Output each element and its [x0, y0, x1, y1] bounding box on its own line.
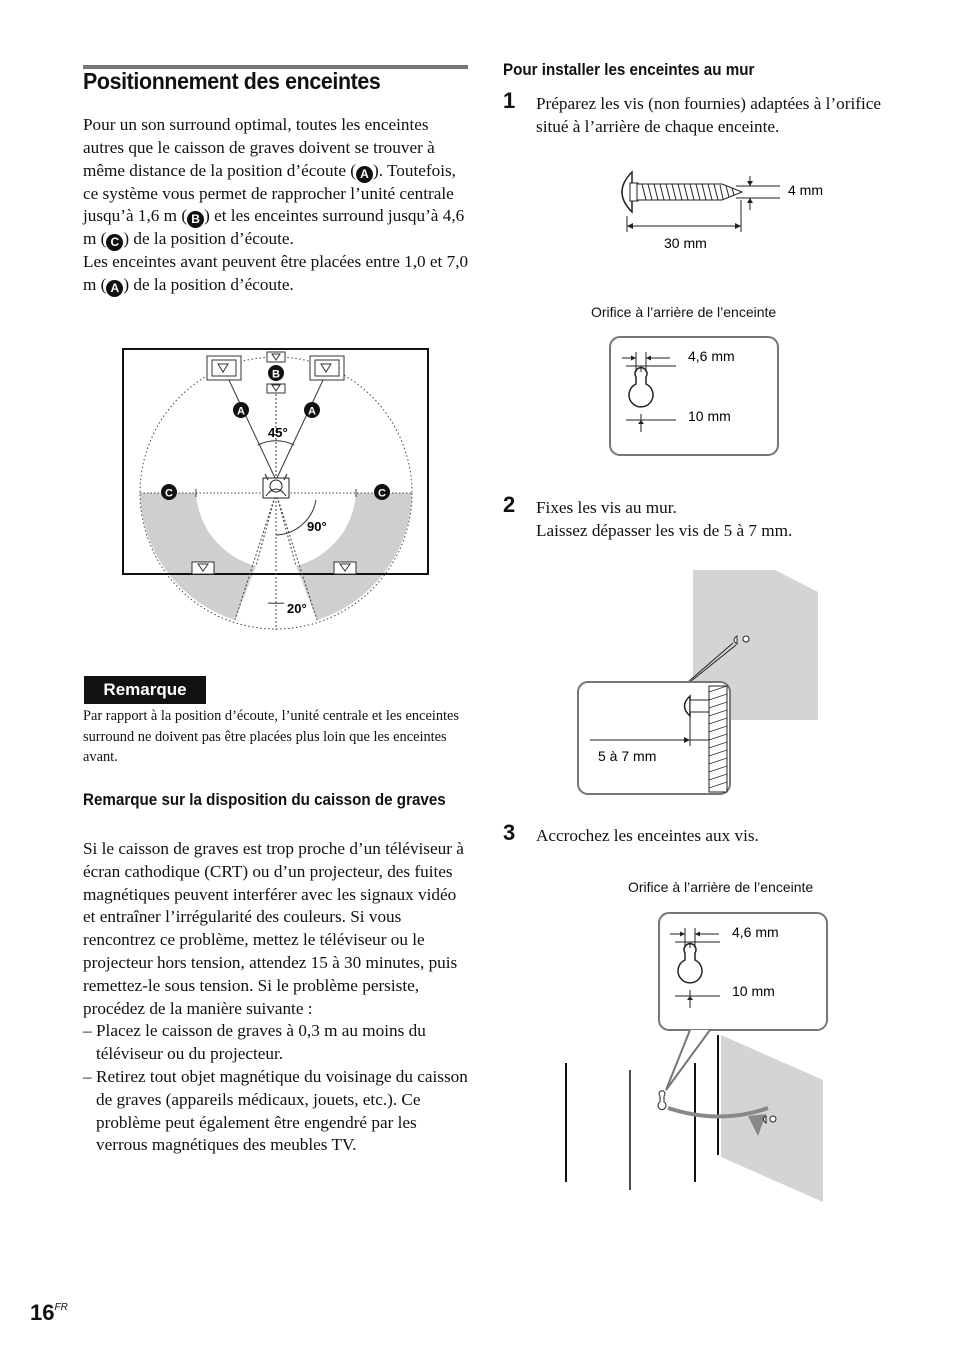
position-badge: C: [106, 234, 123, 251]
page-title: Positionnement des enceintes: [83, 68, 381, 94]
screw-length-label: 30 mm: [664, 235, 707, 251]
step-2-line-1: Fixes les vis au mur.: [536, 498, 677, 517]
surround-right-speaker-icon: [334, 562, 356, 574]
intro-paragraph: [83, 114, 471, 297]
svg-text:B: B: [272, 368, 280, 381]
badge-c-left: [161, 484, 177, 500]
intro-text: [83, 114, 471, 251]
text-run: ) de la position d’écoute.: [123, 275, 294, 295]
badge-a-right: [304, 402, 320, 418]
wall-screw-diagram: [574, 567, 824, 802]
position-badge: B: [187, 211, 204, 228]
page-number-suffix: FR: [54, 1302, 68, 1313]
wall-heading: Pour installer les enceintes au mur: [503, 61, 755, 79]
svg-text:C: C: [165, 487, 173, 500]
svg-text:A: A: [308, 405, 316, 418]
page-number: [30, 1300, 68, 1326]
position-badge: A: [106, 280, 123, 297]
angle-90: 90°: [307, 519, 327, 534]
step-2-text: [536, 497, 896, 543]
note-text: Par rapport à la position d’écoute, l’unité centrale et les enceintes surround ne doivent pas être placées plus loin que les enceintes avant.: [83, 708, 460, 765]
svg-text:C: C: [378, 487, 386, 500]
list-item: [83, 1066, 471, 1157]
speaker-placement-diagram: [120, 345, 432, 635]
step-2-line-2: Laissez dépasser les vis de 5 à 7 mm.: [536, 520, 793, 540]
surround-zone: [140, 493, 412, 620]
step-3-number: 3: [503, 820, 516, 845]
list-item-text: Placez le caisson de graves à 0,3 m au moins du téléviseur ou du projecteur.: [96, 1021, 426, 1064]
list-dash: –: [83, 1021, 92, 1041]
step-2-number: 2: [503, 492, 516, 517]
front-left-speaker-icon: [207, 356, 241, 380]
screw-diagram: [600, 160, 840, 255]
hole-caption-2: Orifice à l’arrière de l’enceinte: [628, 879, 814, 895]
hole-caption: Orifice à l’arrière de l’enceinte: [591, 304, 777, 320]
protrusion-label: 5 à 7 mm: [598, 748, 657, 764]
hole-height-label-2: 10 mm: [732, 983, 775, 999]
list-dash: –: [83, 1066, 92, 1086]
hole-height-label: 10 mm: [688, 408, 731, 424]
text-run: Pour un son surround optimal, toutes les enceintes autres que le caisson de graves doivent se trouver à même distance de la position d’écoute (: [83, 115, 435, 180]
front-right-speaker-icon: [310, 356, 344, 380]
hang-speaker-diagram: [560, 908, 830, 1208]
listener-icon: [263, 474, 289, 498]
text-run: ) et les enceintes surround jusqu’à 4,6 m (: [83, 206, 465, 249]
badge-c-right: [374, 484, 390, 500]
step-3-text: Accrochez les enceintes aux vis.: [536, 826, 759, 845]
position-badge: A: [356, 166, 373, 183]
list-item: [83, 1020, 471, 1066]
list-item-text: Retirez tout objet magnétique du voisinage du caisson de graves (appareils médicaux, jouets, etc.). Ce problème peut également être engendré par les verrous magnétiques des meubles TV.: [96, 1066, 468, 1155]
hole-width-label-2: 4,6 mm: [732, 924, 779, 940]
text-run: ) de la position d’écoute.: [123, 229, 294, 249]
angle-20: 20°: [287, 601, 307, 616]
page-number-value: 16: [30, 1300, 55, 1325]
hole-diagram: [605, 332, 785, 460]
subwoofer-paragraph: Si le caisson de graves est trop proche d’un téléviseur à écran cathodique (CRT) ou d’un projecteur, des fuites magnétiques peuvent interférer avec les signaux vidéo et entraîner l’irrégularité des couleurs. Si vous rencontrez ce problème, mettez le téléviseur ou le projecteur hors tension, attendez 15 à 30 minutes, puis remettez-le sous tension. Si le problème persiste, procédez de la manière suivante :: [83, 839, 464, 1018]
badge-a-left: [233, 402, 249, 418]
badge-b: [268, 365, 284, 381]
hole-width-label: 4,6 mm: [688, 348, 735, 364]
text-run: Les enceintes avant peuvent être placées entre 1,0 et 7,0 m (: [83, 252, 469, 295]
note-label: Remarque: [84, 676, 206, 704]
text-run: ). Toutefois, ce système vous permet de rapprocher l’unité centrale jusqu’à 1,6 m (: [83, 160, 456, 226]
angle-45: 45°: [268, 425, 288, 440]
step-1-number: 1: [503, 88, 516, 113]
step-1-text: Préparez les vis (non fournies) adaptées à l’orifice situé à l’arrière de chaque enceinte.: [536, 94, 882, 136]
subwoofer-heading: Remarque sur la disposition du caisson de graves: [83, 791, 446, 809]
intro-text-2: [83, 251, 471, 297]
subwoofer-text: [83, 838, 471, 1157]
svg-text:A: A: [237, 405, 245, 418]
surround-left-speaker-icon: [192, 562, 214, 574]
screw-diameter-label: 4 mm: [788, 182, 823, 198]
